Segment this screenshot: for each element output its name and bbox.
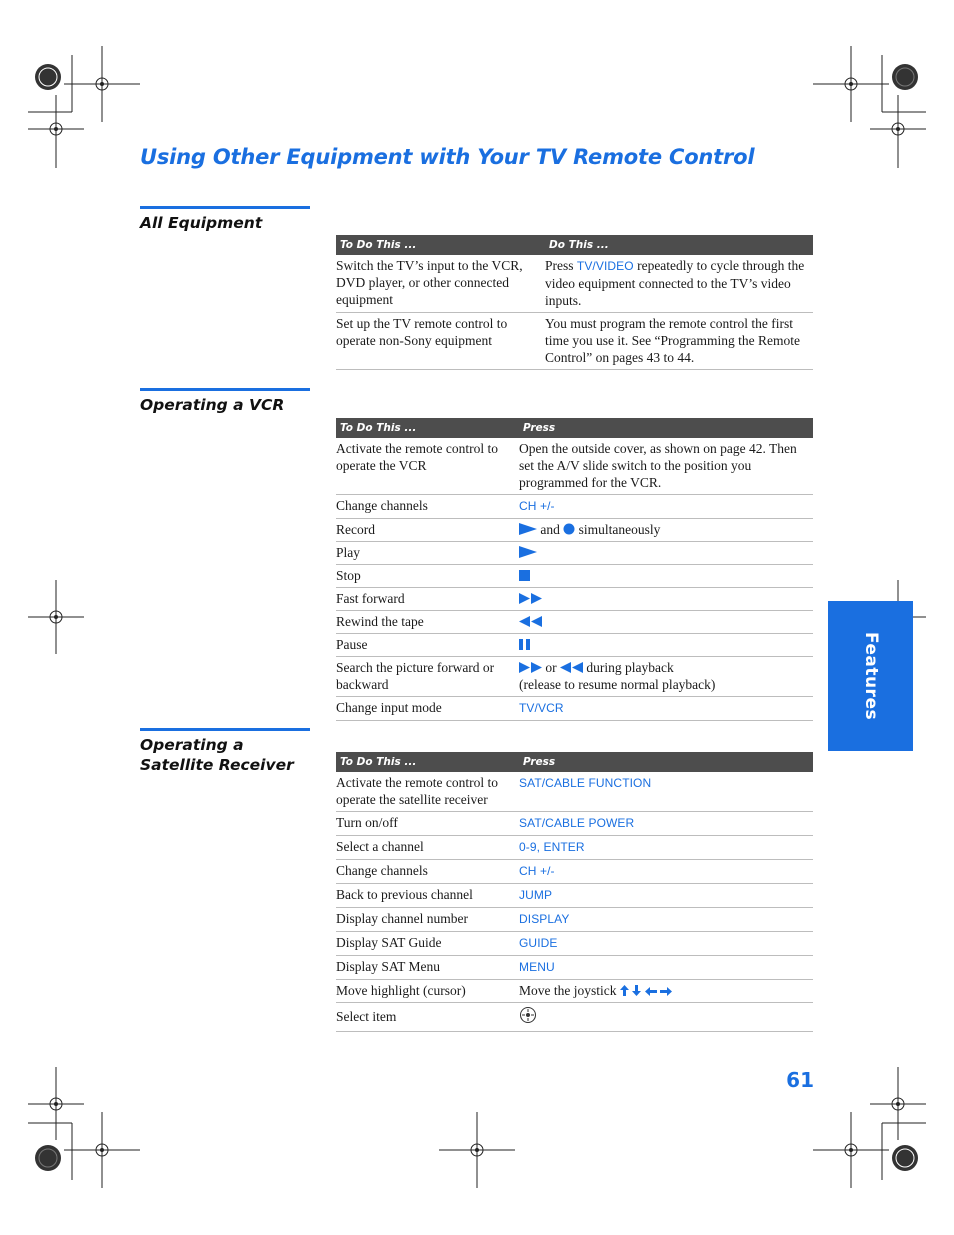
connector-text: or bbox=[545, 660, 557, 675]
instruction-text: during playback bbox=[586, 660, 674, 675]
action-cell: Back to previous channel bbox=[336, 884, 519, 908]
page-number: 61 bbox=[786, 1068, 814, 1092]
button-label-tv-vcr: TV/VCR bbox=[519, 701, 564, 715]
button-label-ch: CH +/- bbox=[519, 864, 555, 878]
table-row bbox=[336, 588, 813, 611]
table-row bbox=[336, 565, 813, 588]
instruction-cell bbox=[519, 495, 813, 519]
instruction-cell bbox=[519, 812, 813, 836]
action-cell: Display channel number bbox=[336, 908, 519, 932]
button-label-display: DISPLAY bbox=[519, 912, 570, 926]
action-cell: Pause bbox=[336, 634, 519, 657]
instruction-cell bbox=[519, 772, 813, 812]
instruction-cell bbox=[519, 1003, 813, 1032]
button-label-guide: GUIDE bbox=[519, 936, 558, 950]
table-row bbox=[336, 634, 813, 657]
table-row bbox=[336, 884, 813, 908]
section-heading-all-equipment: All Equipment bbox=[140, 214, 263, 232]
instruction-cell bbox=[519, 980, 813, 1003]
action-cell: Play bbox=[336, 542, 519, 565]
action-cell: Stop bbox=[336, 565, 519, 588]
page-title: Using Other Equipment with Your TV Remote Control bbox=[140, 145, 755, 169]
arrow-down-icon bbox=[632, 985, 641, 996]
instruction-cell bbox=[519, 657, 813, 697]
table-row bbox=[336, 611, 813, 634]
table-row bbox=[336, 495, 813, 519]
heading-line: Satellite Receiver bbox=[140, 756, 294, 774]
column-header: To Do This ... bbox=[336, 418, 519, 438]
instruction-cell: Open the outside cover, as shown on page 42. Then set the A/V slide switch to the position you programmed for the VCR. bbox=[519, 438, 813, 495]
connector-text: and bbox=[540, 522, 560, 537]
instruction-cell bbox=[519, 588, 813, 611]
heading-line: Operating a bbox=[140, 736, 244, 754]
instruction-cell: You must program the remote control the first time you use it. See “Programming the Remote Control” on pages 43 to 44. bbox=[545, 313, 813, 370]
action-cell: Activate the remote control to operate the satellite receiver bbox=[336, 772, 519, 812]
table-row bbox=[336, 1003, 813, 1032]
action-cell: Set up the TV remote control to operate non-Sony equipment bbox=[336, 313, 545, 370]
column-header: Press bbox=[519, 418, 813, 438]
instruction-text: repeatedly to cycle through the video equipment connected to the TV’s video inputs. bbox=[545, 258, 805, 308]
section-heading-operating-satellite bbox=[140, 735, 294, 775]
button-label-sat-cable-function: SAT/CABLE FUNCTION bbox=[519, 776, 652, 790]
action-cell: Record bbox=[336, 519, 519, 542]
action-cell: Switch the TV’s input to the VCR, DVD player, or other connected equipment bbox=[336, 255, 545, 313]
button-label-jump: JUMP bbox=[519, 888, 553, 902]
table-row bbox=[336, 255, 813, 313]
instruction-cell bbox=[519, 836, 813, 860]
table-operating-vcr bbox=[336, 418, 813, 721]
instruction-cell bbox=[519, 908, 813, 932]
instruction-cell bbox=[519, 634, 813, 657]
play-icon bbox=[519, 523, 537, 535]
table-operating-satellite bbox=[336, 752, 813, 1032]
table-all-equipment bbox=[336, 235, 813, 370]
section-heading-operating-vcr: Operating a VCR bbox=[140, 396, 285, 414]
action-cell: Rewind the tape bbox=[336, 611, 519, 634]
instruction-cell bbox=[519, 932, 813, 956]
column-header: Do This ... bbox=[545, 235, 813, 255]
play-icon bbox=[519, 546, 537, 558]
arrow-up-icon bbox=[620, 985, 629, 996]
action-cell: Change input mode bbox=[336, 697, 519, 721]
section-rule bbox=[140, 206, 310, 209]
features-side-tab bbox=[828, 601, 913, 751]
side-tab-label: Features bbox=[860, 631, 881, 721]
action-cell: Fast forward bbox=[336, 588, 519, 611]
table-row bbox=[336, 542, 813, 565]
instruction-cell bbox=[519, 956, 813, 980]
table-row bbox=[336, 657, 813, 697]
table-row bbox=[336, 908, 813, 932]
instruction-text: (release to resume normal playback) bbox=[519, 677, 716, 692]
fast-forward-icon bbox=[519, 593, 542, 604]
instruction-cell bbox=[519, 697, 813, 721]
rewind-icon bbox=[519, 616, 542, 627]
instruction-text: Move the joystick bbox=[519, 983, 617, 998]
action-cell: Move highlight (cursor) bbox=[336, 980, 519, 1003]
table-row bbox=[336, 956, 813, 980]
column-header: To Do This ... bbox=[336, 752, 519, 772]
table-row bbox=[336, 860, 813, 884]
instruction-cell bbox=[519, 565, 813, 588]
action-cell: Change channels bbox=[336, 495, 519, 519]
button-label-tv-video: TV/VIDEO bbox=[576, 259, 634, 273]
arrow-right-icon bbox=[660, 987, 672, 996]
table-row bbox=[336, 932, 813, 956]
action-cell: Display SAT Menu bbox=[336, 956, 519, 980]
button-label-ch: CH +/- bbox=[519, 499, 555, 513]
fast-forward-icon bbox=[519, 662, 542, 673]
joystick-select-icon bbox=[519, 1006, 537, 1024]
column-header: To Do This ... bbox=[336, 235, 545, 255]
instruction-text: simultaneously bbox=[578, 522, 661, 537]
action-cell: Activate the remote control to operate the VCR bbox=[336, 438, 519, 495]
rewind-icon bbox=[560, 662, 583, 673]
section-rule bbox=[140, 728, 310, 731]
instruction-cell bbox=[519, 542, 813, 565]
stop-icon bbox=[519, 570, 530, 581]
column-header: Press bbox=[519, 752, 813, 772]
instruction-text: Press bbox=[545, 258, 577, 273]
table-row bbox=[336, 519, 813, 542]
button-label-digits-enter: 0-9, ENTER bbox=[519, 840, 585, 854]
button-label-menu: MENU bbox=[519, 960, 555, 974]
table-row bbox=[336, 980, 813, 1003]
instruction-cell bbox=[519, 519, 813, 542]
table-row bbox=[336, 836, 813, 860]
table-row bbox=[336, 438, 813, 495]
table-row bbox=[336, 697, 813, 721]
action-cell: Change channels bbox=[336, 860, 519, 884]
arrow-left-icon bbox=[645, 987, 657, 996]
instruction-cell bbox=[519, 860, 813, 884]
record-icon bbox=[563, 523, 575, 535]
button-label-sat-cable-power: SAT/CABLE POWER bbox=[519, 816, 635, 830]
action-cell: Select item bbox=[336, 1003, 519, 1032]
table-row bbox=[336, 812, 813, 836]
table-row bbox=[336, 313, 813, 370]
instruction-cell bbox=[545, 255, 813, 313]
action-cell: Display SAT Guide bbox=[336, 932, 519, 956]
instruction-cell bbox=[519, 611, 813, 634]
action-cell: Turn on/off bbox=[336, 812, 519, 836]
section-rule bbox=[140, 388, 310, 391]
action-cell: Select a channel bbox=[336, 836, 519, 860]
instruction-cell bbox=[519, 884, 813, 908]
pause-icon bbox=[519, 639, 530, 650]
action-cell: Search the picture forward or backward bbox=[336, 657, 519, 697]
table-row bbox=[336, 772, 813, 812]
